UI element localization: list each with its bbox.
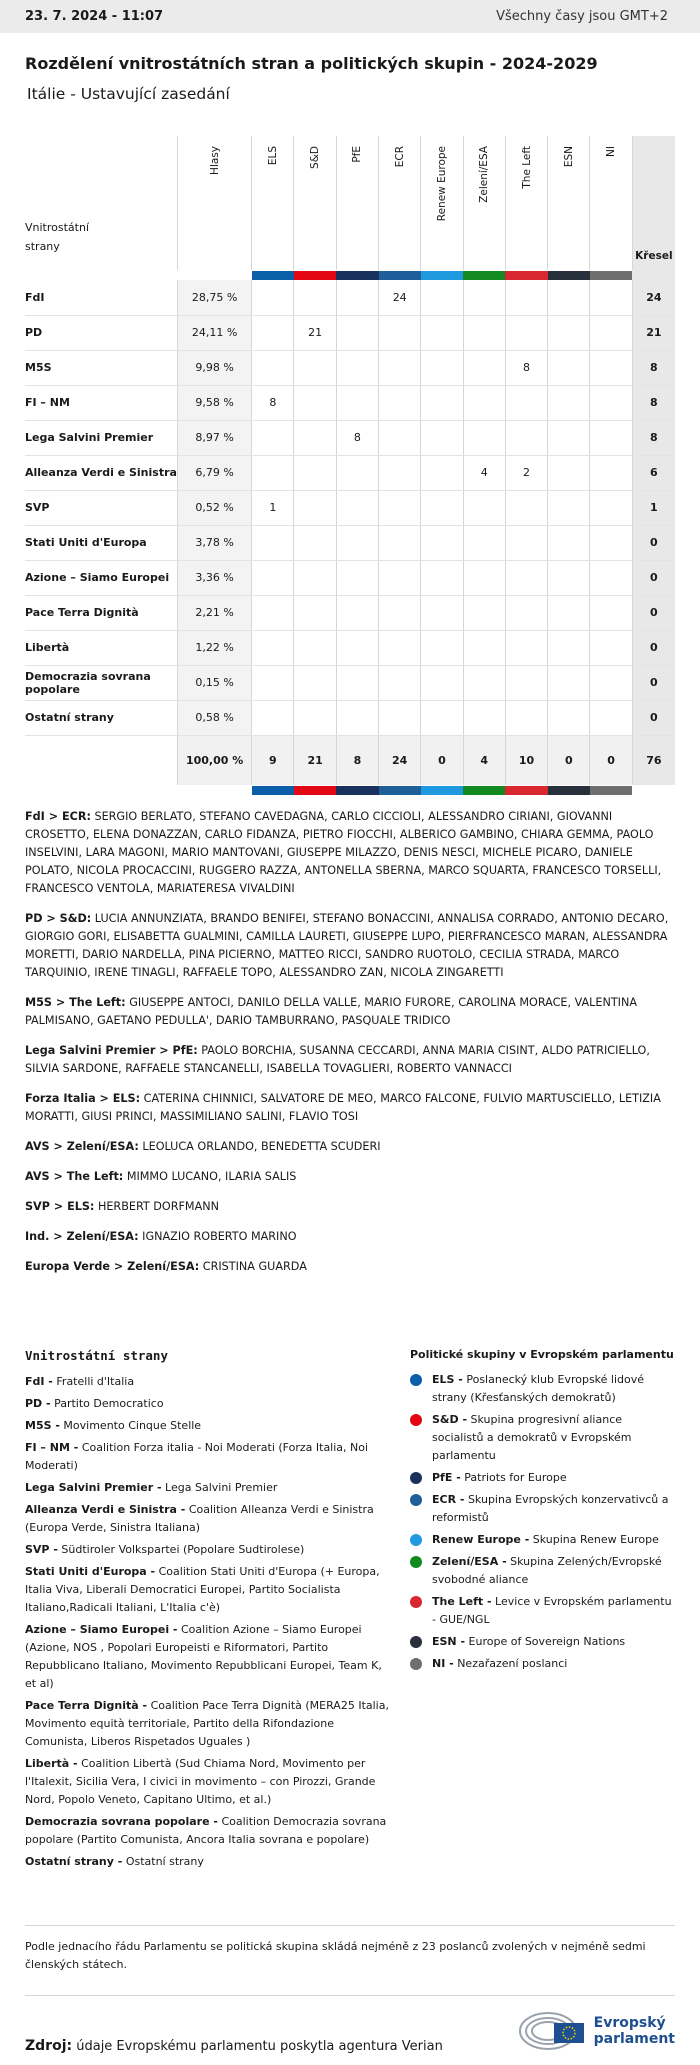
member-names: CATERINA CHINNICI, SALVATORE DE MEO, MARCO FALCONE, FULVIO MARTUSCIELLO, LETIZIA MORATTI, GIUSI PRINCI, MASSIMILIANO SALINI, FLAVIO TOSI [25,1092,661,1123]
group-color-bar [421,786,463,795]
legend-party-item: Lega Salvini Premier - Lega Salvini Premier [25,1481,278,1494]
group-seat-cell: 4 [463,455,505,490]
total-group-seats: 0 [421,735,463,785]
footer [25,1995,675,2065]
group-color-bar [336,271,378,280]
top-bar [0,0,700,33]
party-name: M5S [25,350,178,385]
group-seat-cell [252,700,294,735]
party-name: Azione – Siamo Europei [25,560,178,595]
group-color-dot-icon [410,1658,422,1670]
legend-party-item: Alleanza Verdi e Sinistra - Coalition Alleanza Verdi e Sinistra (Europa Verde, Sinistra Italiana) [25,1503,374,1534]
group-seat-cell [421,315,463,350]
legend-party-item: Democrazia sovrana popolare - Coalition Democrazia sovrana popolare (Partito Comunista, Ancora Italia sovrana e popolare) [25,1815,387,1846]
group-seat-cell [463,315,505,350]
group-seat-cell [379,385,421,420]
group-seat-cell [548,525,590,560]
group-seat-cell: 8 [336,420,378,455]
member-names: LUCIA ANNUNZIATA, BRANDO BENIFEI, STEFANO BONACCINI, ANNALISA CORRADO, ANTONIO DECARO, GIORGIO GORI, ELISABETTA GUALMINI, CAMILLA LAURETI, GIUSEPPE LUPO, PIERFRANCESCO MARAN, ALESSANDRA MORETTI, DARIO NARDELLA, PINA PICIERNO, MATTEO RICCI, SANDRO RUOTOLO, CECILIA STRADA, MARCO TARQUINIO, IRENE TINAGLI, RAFFAELE TOPO, ALESSANDRO ZAN, NICOLA ZINGARETTI [25,912,669,979]
table-row [25,420,675,455]
party-name: PD [25,315,178,350]
group-color-bar [294,786,336,795]
group-seat-cell [336,525,378,560]
group-seat-cell [252,420,294,455]
header-group-7: ESN [548,136,590,270]
legend-parties-title: Vnitrostátní strany [25,1348,168,1363]
source-text: údaje Evropskému parlamentu poskytla agentura Verian [76,2038,443,2054]
group-seat-cell: 8 [252,385,294,420]
party-votes: 9,58 % [178,385,252,420]
member-group-list [25,1228,675,1246]
table-row [25,315,675,350]
group-color-dot-icon [410,1596,422,1608]
group-seat-cell [294,595,336,630]
group-seat-cell [336,665,378,700]
group-seat-cell [294,700,336,735]
group-seat-cell [590,455,632,490]
group-seat-cell [421,595,463,630]
party-votes: 0,52 % [178,490,252,525]
group-seat-cell [336,490,378,525]
group-seat-cell [548,700,590,735]
group-color-bar [548,786,590,795]
party-votes: 0,15 % [178,665,252,700]
member-names: MIMMO LUCANO, ILARIA SALIS [126,1170,297,1183]
party-name: Stati Uniti d'Europa [25,525,178,560]
header-group-5: Zelení/ESA [463,136,505,270]
header-group-8: NI [590,136,632,270]
member-names: LEOLUCA ORLANDO, BENEDETTA SCUDERI [142,1140,381,1153]
member-group-label: M5S > The Left: [25,996,126,1009]
group-seat-cell [463,280,505,315]
page-title: Rozdělení vnitrostátních stran a politických skupin - 2024-2029 [25,54,598,73]
legend-group-item: S&D - Skupina progresivní aliance socialistů a demokratů v Evropském parlamentu [410,1411,675,1465]
group-seat-cell [252,280,294,315]
legend-group-item: The Left - Levice v Evropském parlamentu - GUE/NGL [410,1593,675,1629]
group-seat-cell [294,665,336,700]
group-seat-cell [336,700,378,735]
group-seat-cell [548,455,590,490]
party-name: FdI [25,280,178,315]
totals-row [25,735,675,785]
group-seat-cell [505,525,547,560]
group-seat-cell [421,700,463,735]
group-seat-cell [548,595,590,630]
total-group-seats: 0 [590,735,632,785]
group-seat-cell [336,350,378,385]
party-votes: 0,58 % [178,700,252,735]
member-names: CRISTINA GUARDA [202,1260,307,1273]
group-seat-cell [590,560,632,595]
member-names: GIUSEPPE ANTOCI, DANILO DELLA VALLE, MARIO FURORE, CAROLINA MORACE, VALENTINA PALMISANO, GAETANO PEDULLA', DARIO TAMBURRANO, PASQUALE TRIDICO [25,996,637,1027]
group-seat-cell [294,455,336,490]
group-seat-cell [463,490,505,525]
group-seat-cell [463,560,505,595]
group-color-dot-icon [410,1472,422,1484]
group-color-bar [294,271,336,280]
table-row [25,490,675,525]
party-votes: 1,22 % [178,630,252,665]
party-seats: 0 [632,525,675,560]
group-seat-cell [421,630,463,665]
party-seats: 0 [632,700,675,735]
party-seats: 0 [632,630,675,665]
group-seat-cell [463,350,505,385]
group-seat-cell [294,420,336,455]
table-row [25,700,675,735]
total-group-seats: 4 [463,735,505,785]
group-color-bar [463,786,505,795]
group-seat-cell [548,350,590,385]
member-names: PAOLO BORCHIA, SUSANNA CECCARDI, ANNA MARIA CISINT, ALDO PATRICIELLO, SILVIA SARDONE, RAFFAELE STANCANELLI, ISABELLA TOVAGLIERI, ROBERTO VANNACCI [25,1044,650,1075]
group-seat-cell [548,560,590,595]
group-seat-cell [505,385,547,420]
group-seat-cell [421,525,463,560]
party-votes: 8,97 % [178,420,252,455]
party-name: Democrazia sovrana popolare [25,665,178,700]
group-seat-cell [590,630,632,665]
legend-group-item: ESN - Europe of Sovereign Nations [410,1633,675,1651]
group-seat-cell [379,525,421,560]
party-votes: 9,98 % [178,350,252,385]
group-seat-cell [252,665,294,700]
group-seat-cell [379,560,421,595]
timezone-note: Všechny časy jsou GMT+2 [496,9,668,24]
group-seat-cell [505,280,547,315]
legend-group-item: NI - Nezařazení poslanci [410,1655,675,1673]
header-group-4: Renew Europe [421,136,463,270]
group-color-bar [252,786,294,795]
table-row [25,280,675,315]
table-row [25,595,675,630]
group-color-dot-icon [410,1636,422,1648]
party-votes: 2,21 % [178,595,252,630]
member-group-list [25,910,675,982]
group-seat-cell [252,315,294,350]
group-seat-cell [252,350,294,385]
group-color-dot-icon [410,1414,422,1426]
group-seat-cell [336,455,378,490]
group-seat-cell [463,525,505,560]
group-seat-cell [505,490,547,525]
party-name: Libertà [25,630,178,665]
group-seat-cell [463,420,505,455]
table-row [25,350,675,385]
party-seats: 6 [632,455,675,490]
group-color-dot-icon [410,1556,422,1568]
legend-parties [25,1346,410,1875]
group-seat-cell [505,630,547,665]
member-group-label: FdI > ECR: [25,810,91,823]
group-seat-cell [548,315,590,350]
table-row [25,455,675,490]
group-seat-cell [379,700,421,735]
group-seat-cell [421,490,463,525]
party-name: FI – NM [25,385,178,420]
party-votes: 3,36 % [178,560,252,595]
header-votes: Hlasy [178,136,252,270]
legend-party-item: FdI - Fratelli d'Italia [25,1375,135,1388]
group-color-bar [379,271,421,280]
group-seat-cell [590,700,632,735]
party-seats: 0 [632,595,675,630]
group-seat-cell [252,595,294,630]
member-group-list [25,808,675,898]
group-seat-cell [421,665,463,700]
group-seat-cell [252,525,294,560]
group-color-dot-icon [410,1534,422,1546]
total-seats: 76 [632,735,675,785]
group-seat-cell [590,490,632,525]
european-parliament-logo[interactable] [518,2009,675,2053]
party-votes: 6,79 % [178,455,252,490]
group-color-bar [463,271,505,280]
legend-group-item: ECR - Skupina Evropských konzervativců a reformistů [410,1491,675,1527]
group-seat-cell [294,490,336,525]
legend-party-item: Pace Terra Dignità - Coalition Pace Terra Dignità (MERA25 Italia, Movimento equità territoriale, Partito della Rifondazione Comunista, Liberos Rispetados Ugualеs ) [25,1699,389,1748]
legend-party-item: Stati Uniti d'Europa - Coalition Stati Uniti d'Europa (+ Europa, Italia Viva, Liberali Democratici Europei, Partito Socialista Italiano,Radicali Italiani, L'Italia c'è) [25,1565,380,1614]
legend-group-item: ELS - Poslanecký klub Evropské lidové strany (Křesťanských demokratů) [410,1371,675,1407]
legend-party-item: SVP - Südtiroler Volkspartei (Popolare Sudtirolese) [25,1543,305,1556]
page-subtitle: Itálie - Ustavující zasedání [27,85,230,103]
legend-groups [410,1346,675,1875]
group-color-bar [252,271,294,280]
group-seat-cell [336,280,378,315]
group-seat-cell [505,420,547,455]
group-seat-cell [590,280,632,315]
logo-line2: parlament [593,2030,675,2047]
group-color-bar [336,786,378,795]
results-table [25,136,675,795]
group-seat-cell [548,420,590,455]
group-seat-cell [379,455,421,490]
group-color-dot-icon [410,1374,422,1386]
member-group-label: Forza Italia > ELS: [25,1092,141,1105]
legend-party-item: Azione – Siamo Europei - Coalition Azione – Siamo Europei (Azione, NOS , Popolari Europeisti e Riformatori, Partito Repubblicano Italiano, Movimento Repubblicani Europei, Team K, et al) [25,1623,382,1690]
group-seat-cell [505,665,547,700]
header-party: Vnitrostátní strany [25,136,178,270]
group-seat-cell [463,665,505,700]
legend-groups-title: Politické skupiny v Evropském parlamentu [410,1348,674,1361]
group-seat-cell [294,525,336,560]
group-color-bar [590,271,632,280]
group-seat-cell [294,280,336,315]
table-row [25,385,675,420]
member-group-list [25,1042,675,1078]
group-color-bar [379,786,421,795]
header-group-0: ELS [252,136,294,270]
member-group-label: AVS > Zelení/ESA: [25,1140,139,1153]
group-seat-cell [379,630,421,665]
member-group-label: Ind. > Zelení/ESA: [25,1230,139,1243]
rules-note: Podle jednacího řádu Parlamentu se politická skupina skládá nejméně z 23 poslanců zvolených v nejméně sedmi členských státech. [25,1925,675,1995]
total-group-seats: 0 [548,735,590,785]
party-name: Pace Terra Dignità [25,595,178,630]
group-seat-cell [421,455,463,490]
group-seat-cell [548,280,590,315]
group-seat-cell [590,385,632,420]
source [25,2038,443,2054]
party-name: Ostatní strany [25,700,178,735]
member-group-label: AVS > The Left: [25,1170,124,1183]
party-seats: 0 [632,560,675,595]
group-seat-cell: 1 [252,490,294,525]
member-group-list [25,1090,675,1126]
group-seat-cell [548,665,590,700]
party-seats: 24 [632,280,675,315]
party-votes: 3,78 % [178,525,252,560]
group-seat-cell: 2 [505,455,547,490]
table-row [25,525,675,560]
legend-party-item: M5S - Movimento Cinque Stelle [25,1419,202,1432]
group-seat-cell [590,420,632,455]
party-votes: 28,75 % [178,280,252,315]
legend-group-item: PfE - Patriots for Europe [410,1469,675,1487]
group-seat-cell: 24 [379,280,421,315]
total-group-seats: 24 [379,735,421,785]
group-seat-cell [421,350,463,385]
group-seat-cell [336,385,378,420]
group-seat-cell [421,280,463,315]
member-group-label: Europa Verde > Zelení/ESA: [25,1260,200,1273]
legend-party-item: Ostatní strany - Ostatní strany [25,1855,204,1868]
group-seat-cell [548,385,590,420]
group-color-bar [548,271,590,280]
group-seat-cell [590,315,632,350]
group-seat-cell [463,700,505,735]
header-group-6: The Left [505,136,547,270]
member-names: SERGIO BERLATO, STEFANO CAVEDAGNA, CARLO CICCIOLI, ALESSANDRO CIRIANI, GIOVANNI CROSETTO, ELENA DONAZZAN, CARLO FIDANZA, PIETRO FIOCCHI, ALBERICO GAMBINO, CHIARA GEMMA, PAOLO INSELVINI, LARA MAGONI, MARIO MANTOVANI, GIUSEPPE MILAZZO, DENIS NESCI, MICHELE PICARO, DANIELE POLATO, NICOLA PROCACCINI, RUGGERO RAZZA, ANTONELLA SBERNA, MARCO SQUARTA, FRANCESCO TORSELLI, FRANCESCO VENTOLA, MARIATERESA VIVALDINI [25,810,662,895]
party-seats: 8 [632,385,675,420]
party-seats: 1 [632,490,675,525]
group-seat-cell [252,455,294,490]
legend-party-item: Libertà - Coalition Libertà (Sud Chiama Nord, Movimento per l'Italexit, Sicilia Vera, I civici in movimento – con Pirozzi, Grande Nord, Popolo Veneto, Capitano Ultimo, et al.) [25,1757,376,1806]
group-color-bar [505,786,547,795]
group-seat-cell [336,595,378,630]
group-seat-cell [336,560,378,595]
legend-group-item: Zelení/ESA - Skupina Zelených/Evropské svobodné aliance [410,1553,675,1589]
group-seat-cell [379,315,421,350]
group-seat-cell [421,420,463,455]
group-seat-cell [590,525,632,560]
group-seat-cell [252,630,294,665]
table-row [25,560,675,595]
group-color-bar [590,786,632,795]
member-group-list [25,994,675,1030]
update-datetime: 23. 7. 2024 - 11:07 [25,9,164,24]
party-votes: 24,11 % [178,315,252,350]
group-seat-cell [505,700,547,735]
member-list [0,808,700,1276]
party-name: Alleanza Verdi e Sinistra [25,455,178,490]
logo-line1: Evropský [593,2014,666,2031]
member-group-label: Lega Salvini Premier > PfE: [25,1044,198,1057]
source-label: Zdroj: [25,2037,73,2054]
member-names: IGNAZIO ROBERTO MARINO [142,1230,297,1243]
group-seat-cell [336,630,378,665]
table-row [25,665,675,700]
party-seats: 8 [632,420,675,455]
results-table-container [25,136,675,781]
group-color-bar [505,271,547,280]
group-seat-cell [294,630,336,665]
member-group-list [25,1138,675,1156]
legend-party-item: PD - Partito Democratico [25,1397,164,1410]
party-name: Lega Salvini Premier [25,420,178,455]
group-seat-cell [505,315,547,350]
group-seat-cell [590,665,632,700]
member-group-label: SVP > ELS: [25,1200,95,1213]
group-seat-cell [294,385,336,420]
member-group-label: PD > S&D: [25,912,92,925]
member-group-list [25,1198,675,1216]
header-seats: Křesel [632,136,675,270]
group-seat-cell [590,350,632,385]
group-seat-cell [379,490,421,525]
party-seats: 0 [632,665,675,700]
group-seat-cell [548,490,590,525]
total-group-seats: 21 [294,735,336,785]
total-group-seats: 10 [505,735,547,785]
member-names: HERBERT DORFMANN [97,1200,219,1213]
group-seat-cell [463,595,505,630]
group-seat-cell [505,595,547,630]
group-color-dot-icon [410,1494,422,1506]
group-color-bar [421,271,463,280]
legend-party-item: FI – NM - Coalition Forza italia - Noi Moderati (Forza Italia, Noi Moderati) [25,1441,369,1472]
group-seat-cell [379,595,421,630]
group-seat-cell [505,560,547,595]
group-seat-cell [590,595,632,630]
legend-group-item: Renew Europe - Skupina Renew Europe [410,1531,675,1549]
party-seats: 8 [632,350,675,385]
group-seat-cell [252,560,294,595]
group-seat-cell [379,420,421,455]
group-seat-cell [294,350,336,385]
table-row [25,630,675,665]
parliament-logo-icon [518,2009,588,2053]
group-seat-cell [336,315,378,350]
header-group-3: ECR [379,136,421,270]
header-group-1: S&D [294,136,336,270]
party-name: SVP [25,490,178,525]
group-seat-cell: 8 [505,350,547,385]
total-group-seats: 9 [252,735,294,785]
group-seat-cell [421,385,463,420]
group-seat-cell [379,350,421,385]
group-seat-cell: 21 [294,315,336,350]
group-seat-cell [421,560,463,595]
group-seat-cell [379,665,421,700]
member-group-list [25,1258,675,1276]
legend [0,1346,700,1875]
member-group-list [25,1168,675,1186]
group-seat-cell [463,630,505,665]
party-seats: 21 [632,315,675,350]
header-group-2: PfE [336,136,378,270]
group-seat-cell [463,385,505,420]
group-seat-cell [548,630,590,665]
total-votes: 100,00 % [178,735,252,785]
total-group-seats: 8 [336,735,378,785]
group-seat-cell [294,560,336,595]
